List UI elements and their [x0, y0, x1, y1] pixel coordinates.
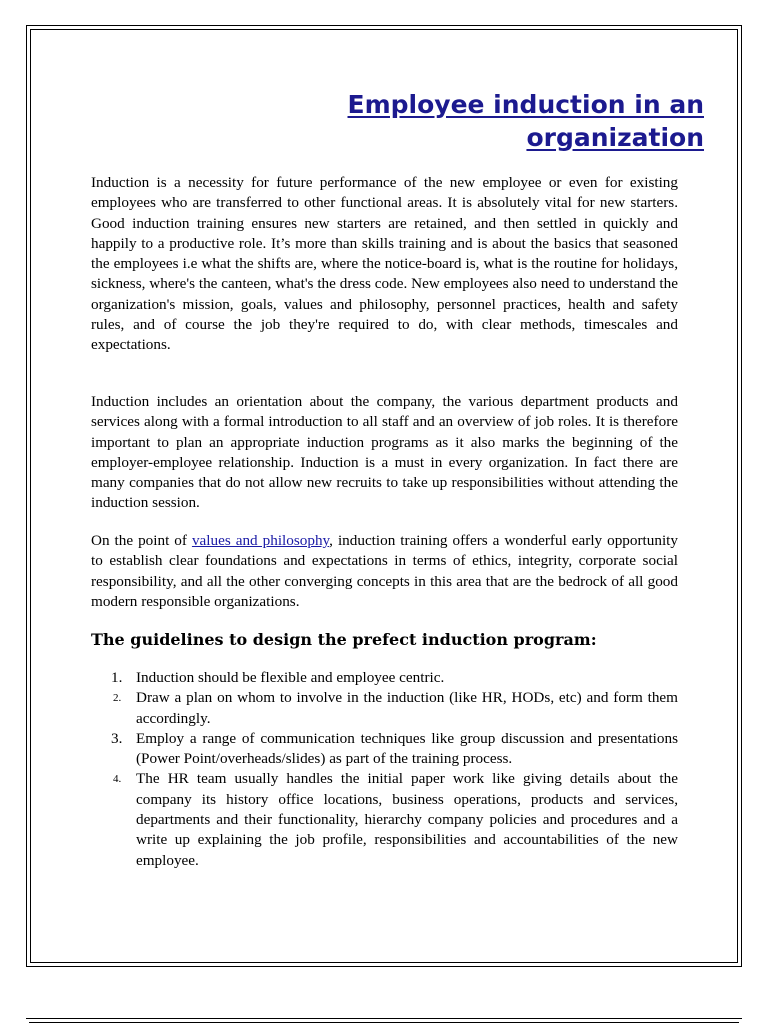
list-item — [91, 769, 678, 870]
list-item-number: 1. — [111, 669, 123, 686]
list-item-text: Draw a plan on whom to involve in the induction (like HR, HODs, etc) and form them accordingly. — [136, 689, 678, 727]
paragraph-orientation: Induction includes an orientation about the company, the various department products and services along with a formal introduction to all staff and an overview of job roles. It is therefore important to plan an appropriate induction programs as it also marks the beginning of the employer-employee relationship. Induction is a must in every organization. In fact there are many companies that do not allow new recruits to take up responsibilities without attending the induction session. — [91, 393, 678, 512]
list-item-text: The HR team usually handles the initial paper work like giving details about the company its history office locations, business operations, products and services, departments and their functionality, hierarchy company policies and procedures and a write up explaining the job profile, responsibilities and accountabilities of the new employee. — [136, 770, 678, 869]
page-title: Employee induction in an organization — [347, 90, 704, 152]
values-philosophy-link[interactable]: values and philosophy — [191, 532, 330, 549]
guidelines-heading: The guidelines to design the prefect induction program: — [91, 630, 597, 649]
list-item — [91, 668, 678, 688]
next-page-border — [26, 1018, 742, 1024]
list-item — [91, 729, 678, 770]
paragraph-intro: Induction is a necessity for future performance of the new employee or even for existing employees who are transferred to other functional areas. It is absolutely vital for new starters. Good induction training ensures new starters are retained, and then settled in quickly and happily to a productive role. It’s more than skills training and is about the basics that seasoned the employees i.e what the shifts are, where the notice-board is, what is the routine for holidays, sickness, where's the canteen, what's the dress code. New employees also need to understand the organization's mission, goals, values and philosophy, personnel practices, health and safety rules, and of course the job they're required to do, with clear methods, timescales and expectations. — [91, 174, 678, 354]
list-item-text: Induction should be flexible and employee centric. — [136, 669, 445, 686]
guidelines-list — [91, 668, 678, 871]
list-item-number: 2. — [113, 692, 122, 705]
list-item-number: 4. — [113, 773, 122, 786]
list-item-number: 3. — [111, 729, 123, 747]
list-item-text: Employ a range of communication techniques like group discussion and presentations (Power Point/overheads/slides) as part of the training process. — [136, 729, 678, 768]
paragraph-values-lead: On the point of — [91, 532, 192, 549]
paragraph-values — [91, 531, 678, 612]
list-item — [91, 688, 678, 729]
paragraph-values-rest: , induction training offers a wonderful early opportunity to establish clear foundations and expectations in terms of ethics, integrity, corporate social responsibility, and all the other converging concepts in this area that are the bedrock of all good modern responsible organizations. — [91, 532, 678, 610]
